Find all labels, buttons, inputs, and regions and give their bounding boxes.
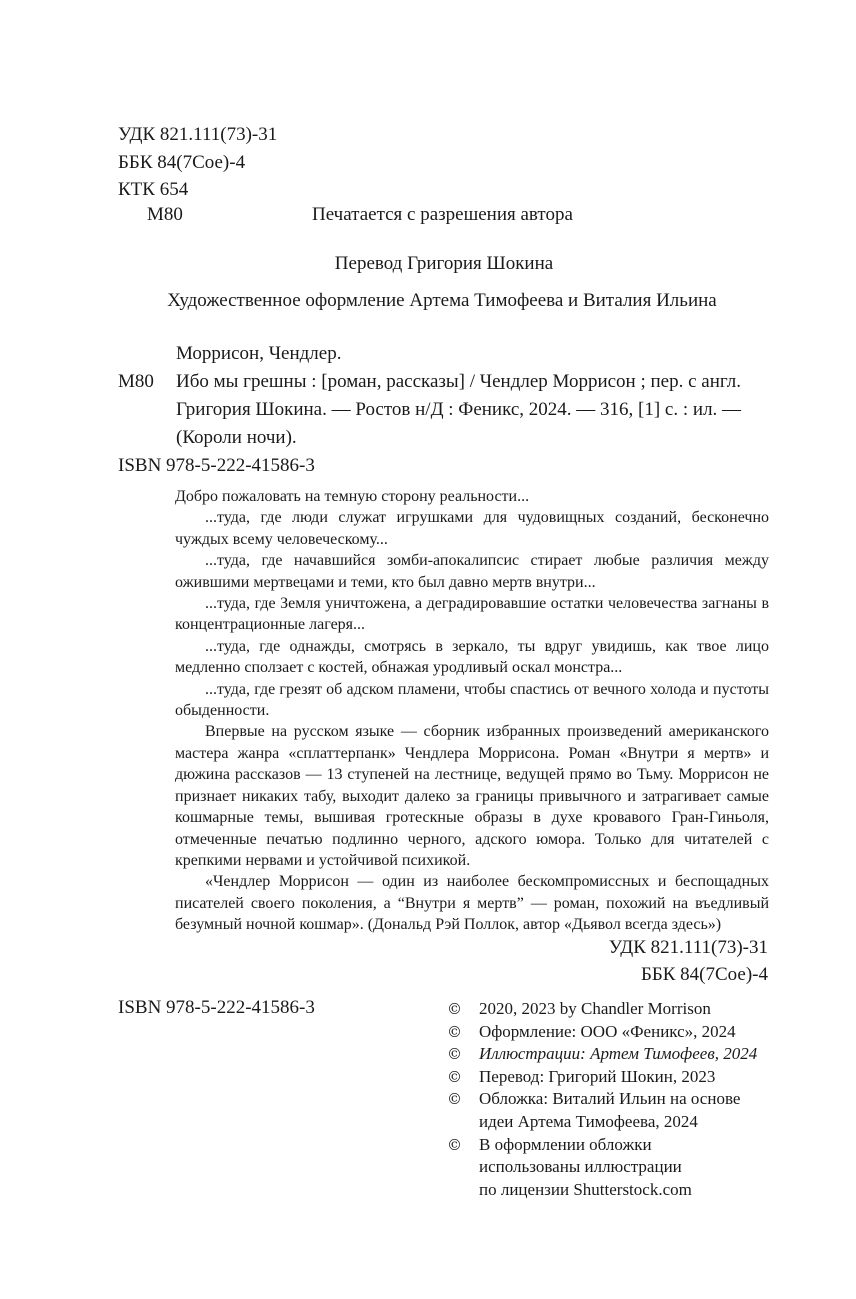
copyright-icon: © xyxy=(447,1090,462,1109)
author-mark: М80 xyxy=(147,204,183,225)
annotation-paragraph: ...туда, где люди служат игрушками для чудовищных созданий, бесконечно чуждых всему человеческому... xyxy=(175,509,769,548)
udk-code: УДК 821.111(73)-31 xyxy=(118,124,278,145)
annotation xyxy=(175,486,769,936)
bib-mark: М80 xyxy=(118,371,154,392)
isbn-top: ISBN 978-5-222-41586-3 xyxy=(118,455,315,476)
annotation-paragraph: «Чендлер Моррисон — один из наиболее бескомпромиссных и беспощадных писателей своего поколения, а “Внутри я мертв” — роман, похожий на въедливый безумный ночной кошмар». (Дональд Рэй Поллок, автор «Дьявол всегда здесь») xyxy=(175,873,769,934)
copyright-entry xyxy=(447,998,757,1021)
copyright-icon: © xyxy=(447,1135,462,1154)
copyright-entry xyxy=(447,1088,757,1133)
ktk-code: КТК 654 xyxy=(118,179,189,200)
copyright-text: Перевод: Григорий Шокин, 2023 xyxy=(479,1066,716,1086)
copyright-entry xyxy=(447,1043,757,1066)
copyright-entry xyxy=(447,1066,757,1089)
author-heading: Моррисон, Чендлер. xyxy=(176,343,342,364)
permission-note: Печатается с разрешения автора xyxy=(312,204,573,225)
bbk-code: ББК 84(7Сое)-4 xyxy=(118,152,246,173)
bib-line-2: Григория Шокина. — Ростов н/Д : Феникс, 2024. — 316, [1] с. : ил. — xyxy=(176,399,742,420)
copyright-text: В оформлении обложки использованы иллюстрации по лицензии Shutterstock.com xyxy=(479,1134,692,1199)
bbk-code-footer: ББК 84(7Сое)-4 xyxy=(640,964,768,985)
copyright-icon: © xyxy=(447,1045,462,1064)
annotation-paragraph: Добро пожаловать на темную сторону реальности... xyxy=(175,488,530,505)
bib-line-1: Ибо мы грешны : [роман, рассказы] / Чендлер Моррисон ; пер. с англ. xyxy=(176,371,741,392)
annotation-paragraph: Впервые на русском языке — сборник избранных произведений американского мастера жанра «сплаттерпанк» Чендлера Моррисона. Роман «Внутри я мертв» и дюжина рассказов — 13 ступеней на лестнице, ведущей прямо во Тьму. Моррисон не признает никаких табу, выходит далеко за границы привычного и затрагивает самые кошмарные темы, вышивая гротескные образы в духе кровавого Гран-Гиньоля, отмеченные печатью подлинно черного, адского юмора. Только для читателей с крепкими нервами и устойчивой психикой. xyxy=(175,723,769,869)
copyright-entry xyxy=(447,1021,757,1044)
copyright-block xyxy=(447,998,757,1201)
copyright-text: Оформление: ООО «Феникс», 2024 xyxy=(479,1021,736,1041)
annotation-paragraph: ...туда, где грезят об адском пламени, чтобы спастись от вечного холода и пустоты обыденности. xyxy=(175,680,769,720)
isbn-bottom: ISBN 978-5-222-41586-3 xyxy=(118,997,315,1018)
copyright-icon: © xyxy=(447,1022,462,1041)
copyright-entry xyxy=(447,1134,757,1202)
design-credit: Художественное оформление Артема Тимофеева и Виталия Ильина xyxy=(167,290,717,311)
annotation-paragraph: ...туда, где однажды, смотрясь в зеркало, ты вдруг увидишь, как твое лицо медленно сползает с костей, обнажая уродливый оскал монстра... xyxy=(175,637,769,677)
annotation-paragraph: ...туда, где Земля уничтожена, а деградировавшие остатки человечества загнаны в концентрационные лагеря... xyxy=(175,595,769,634)
copyright-text: 2020, 2023 by Chandler Morrison xyxy=(479,999,711,1018)
translation-credit: Перевод Григория Шокина xyxy=(334,253,554,274)
udk-code-footer: УДК 821.111(73)-31 xyxy=(608,937,768,958)
annotation-paragraph: ...туда, где начавшийся зомби-апокалипсис стирает любые различия между ожившими мертвецами и теми, кто был давно мертв внутри... xyxy=(175,552,769,591)
copyright-icon: © xyxy=(447,1067,462,1086)
bib-line-3: (Короли ночи). xyxy=(176,427,297,448)
copyright-text: Иллюстрации: Артем Тимофеев, 2024 xyxy=(479,1044,758,1064)
copyright-text: Обложка: Виталий Ильин на основе идеи Артема Тимофеева, 2024 xyxy=(479,1089,741,1131)
copyright-icon: © xyxy=(447,1000,462,1018)
